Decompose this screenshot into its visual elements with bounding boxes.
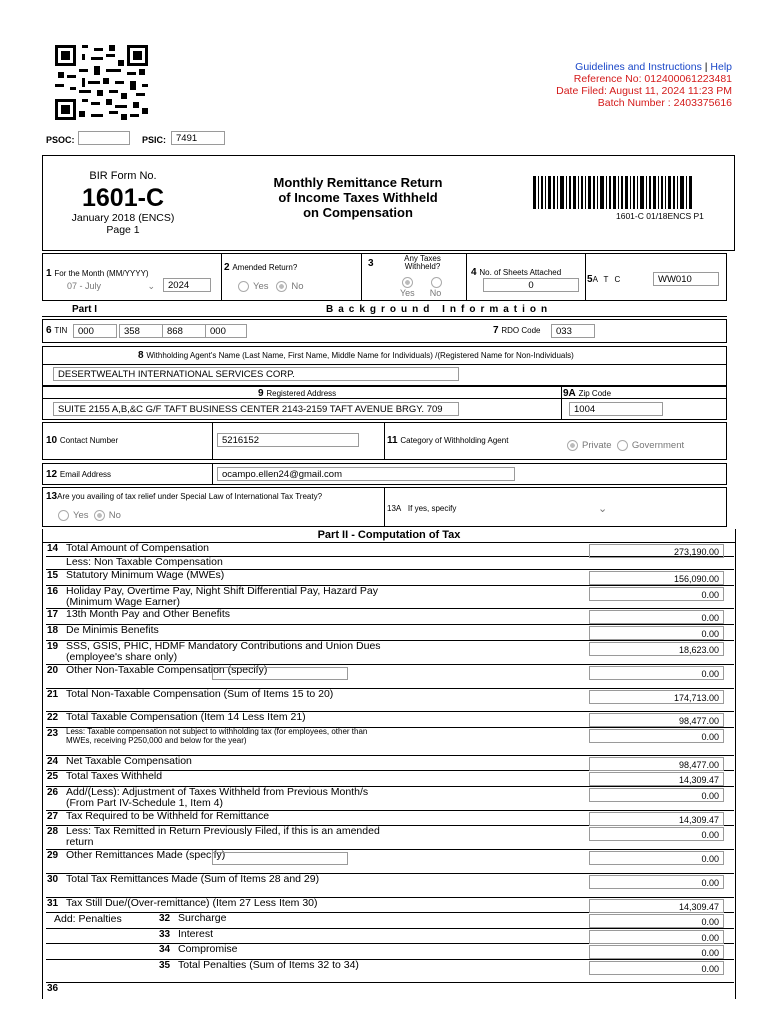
tin-3[interactable]: 868 (162, 324, 206, 338)
reference-number: Reference No: 012400061223481 (573, 73, 732, 85)
amount-input[interactable]: 0.00 (589, 851, 724, 865)
form-page: Page 1 (106, 224, 140, 236)
line-item-30 (46, 874, 734, 898)
line-number: 23 (47, 728, 59, 739)
line-label: Total Taxable Compensation (Item 14 Less Item 21) (66, 711, 306, 723)
line-number: 29 (47, 850, 59, 861)
barcode (533, 176, 693, 209)
line-item-32 (46, 913, 734, 929)
line-item-27 (46, 811, 734, 826)
amount-input[interactable]: 0.00 (589, 587, 724, 601)
form-header (42, 155, 735, 251)
amended-radio[interactable]: Yes No (238, 281, 304, 292)
amount-input[interactable]: 0.00 (589, 961, 724, 975)
barcode-label: 1601-C 01/18ENCS P1 (616, 211, 704, 221)
line-label: Statutory Minimum Wage (MWEs) (66, 569, 225, 581)
contact-input[interactable]: 5216152 (217, 433, 359, 447)
line-item-25 (46, 771, 734, 787)
line-label: SSS, GSIS, PHIC, HDMF Mandatory Contributions and Union Dues (employee's share only) (66, 640, 381, 663)
line-item-18 (46, 625, 734, 641)
line-item-24 (46, 756, 734, 771)
line-label: Total Non-Taxable Compensation (Sum of Items 15 to 20) (66, 688, 334, 700)
specify-input[interactable] (212, 667, 348, 680)
line-item-33 (46, 929, 734, 944)
line-item-21 (46, 689, 734, 712)
month-label: For the Month (MM/YYYY) (54, 269, 149, 278)
line-number: 27 (47, 811, 59, 822)
line-label: Compromise (178, 943, 238, 955)
line-label: Holiday Pay, Overtime Pay, Night Shift Differential Pay, Hazard Pay (Minimum Wage Earner) (66, 585, 379, 608)
atc-input[interactable]: WW010 (653, 272, 719, 286)
form-title: Monthly Remittance Return of Income Taxes Withheld on Compensation (273, 175, 443, 220)
amount-input[interactable]: 14,309.47 (589, 772, 724, 786)
line-label: Add/(Less): Adjustment of Taxes Withheld from Previous Month/s (From Part IV-Schedule 1, Item 4) (66, 786, 369, 809)
specify-input[interactable] (212, 852, 348, 865)
line-number: 30 (47, 874, 59, 885)
line-number: 36 (47, 983, 59, 994)
line-number: 14 (47, 543, 59, 554)
line-item-20 (46, 665, 734, 689)
line-item-34 (46, 944, 734, 960)
amount-input[interactable]: 0.00 (589, 788, 724, 802)
line-label: Surcharge (178, 912, 227, 924)
line-label: Other Remittances Made (specify) (66, 849, 226, 861)
tax-relief-row: 13Are you availing of tax relief under Special Law of International Tax Treaty? Yes No 13A If yes, specify ⌄ (42, 487, 727, 527)
line-item-22 (46, 712, 734, 728)
taxes-withheld-radio[interactable]: Yes No (400, 277, 446, 298)
psic-label: PSIC: (142, 135, 167, 145)
address-row: 9 Registered Address 9A Zip Code SUITE 2155 A,B,&C G/F TAFT BUSINESS CENTER 2143-2159 TAFT AVENUE BRGY. 709 1004 (42, 386, 727, 420)
line-number: 32 (159, 913, 171, 924)
line-item-19 (46, 641, 734, 665)
line-number: 33 (159, 929, 171, 940)
line-label: Interest (178, 928, 214, 940)
amount-input[interactable]: 0.00 (589, 930, 724, 944)
amount-input[interactable]: 273,190.00 (589, 544, 724, 558)
rdo-input[interactable]: 033 (551, 324, 595, 338)
year-input[interactable]: 2024 (163, 278, 211, 292)
line-item-15 (46, 570, 734, 586)
amount-input[interactable]: 14,309.47 (589, 812, 724, 826)
line-label: Total Tax Remittances Made (Sum of Items 28 and 29) (66, 873, 320, 885)
amount-input[interactable]: 14,309.47 (589, 899, 724, 913)
tin-row: 6 TIN 000 358 868 000 7 RDO Code 033 (42, 319, 727, 343)
line-number: 17 (47, 609, 59, 620)
line-number: 31 (47, 898, 59, 909)
line-item-17 (46, 609, 734, 625)
help-link[interactable]: Help (710, 61, 732, 73)
amount-input[interactable]: 0.00 (589, 945, 724, 959)
contact-row: 10 Contact Number 5216152 11 Category of Withholding Agent Private Government (42, 422, 727, 460)
zip-input[interactable]: 1004 (569, 402, 663, 416)
form-version: January 2018 (ENCS) (71, 212, 175, 224)
amount-input[interactable]: 156,090.00 (589, 571, 724, 585)
line-item-29 (46, 850, 734, 874)
specify-select-chevron-icon[interactable]: ⌄ (598, 503, 608, 515)
part2-title: Part II - Computation of Tax (42, 529, 736, 543)
line-item-28 (46, 826, 734, 850)
psic-input[interactable]: 7491 (171, 131, 225, 145)
category-radio[interactable]: Private Government (567, 440, 684, 451)
line-label: Total Amount of Compensation (66, 542, 210, 554)
agent-name-input[interactable]: DESERTWEALTH INTERNATIONAL SERVICES CORP. (53, 367, 459, 381)
line-number: 22 (47, 712, 59, 723)
line-number: 16 (47, 586, 59, 597)
line-number: 18 (47, 625, 59, 636)
amount-input[interactable]: 0.00 (589, 914, 724, 928)
date-filed: Date Filed: August 11, 2024 11:23 PM (556, 85, 732, 97)
line-number: 19 (47, 641, 59, 652)
amount-input[interactable]: 0.00 (589, 666, 724, 680)
amount-input[interactable]: 98,477.00 (589, 713, 724, 727)
amount-input[interactable]: 0.00 (589, 610, 724, 624)
line-item-14 (46, 543, 734, 557)
line-item-35 (46, 960, 734, 983)
line-number: 25 (47, 771, 59, 782)
amount-input[interactable]: 0.00 (589, 827, 724, 841)
penalties-label: Add: Penalties (54, 913, 122, 925)
line-item-16 (46, 586, 734, 609)
line-number: 21 (47, 689, 59, 700)
email-input[interactable]: ocampo.ellen24@gmail.com (217, 467, 515, 481)
line-label: Other Non-Taxable Compensation (specify) (66, 664, 268, 676)
taxes-withheld-label: Any Taxes Withheld? (404, 254, 441, 271)
address-input[interactable]: SUITE 2155 A,B,&C G/F TAFT BUSINESS CENTER 2143-2159 TAFT AVENUE BRGY. 709 (53, 402, 459, 416)
line-label: De Minimis Benefits (66, 624, 159, 636)
line-item-23 (46, 728, 734, 756)
amount-input[interactable]: 0.00 (589, 875, 724, 889)
line-item-36 (46, 983, 734, 999)
line-label: Less: Non Taxable Compensation (66, 556, 223, 568)
bir-label: BIR Form No. (89, 170, 157, 182)
tax-relief-radio[interactable]: Yes No (58, 510, 121, 521)
email-row: 12 Email Address ocampo.ellen24@gmail.com (42, 463, 727, 485)
line-number: 15 (47, 570, 59, 581)
line-number: 28 (47, 826, 59, 837)
guidelines-link[interactable]: Guidelines and Instructions (575, 61, 702, 73)
batch-number: Batch Number : 2403375616 (597, 97, 732, 109)
sheets-input[interactable]: 0 (483, 278, 579, 292)
psoc-label: PSOC: (46, 135, 75, 145)
amount-input[interactable]: 18,623.00 (589, 642, 724, 656)
amount-input[interactable]: 98,477.00 (589, 757, 724, 771)
qr-code (55, 45, 148, 120)
month-select[interactable]: 07 - July ⌄ (67, 281, 155, 291)
line-label: Tax Still Due/(Over-remittance) (Item 27 Less Item 30) (66, 897, 318, 909)
amount-input[interactable]: 174,713.00 (589, 690, 724, 704)
amount-input[interactable]: 0.00 (589, 729, 724, 743)
part1-header: Part I Background Information (42, 303, 727, 317)
agent-name-row: 8 Withholding Agent's Name (Last Name, First Name, Middle Name for Individuals) /(Registered Name for Non-Individuals) DESERTWEALTH INTERNATIONAL SERVICES CORP. (42, 346, 727, 386)
line-label: Less: Taxable compensation not subject to withholding tax (for employees, other than MWEs, receiving P250,000 and below for the year) (66, 727, 368, 745)
line-label: Tax Required to be Withheld for Remittance (66, 810, 270, 822)
line-item-26 (46, 787, 734, 811)
line-label: Less: Tax Remitted in Return Previously Filed, if this is an amended return (66, 825, 380, 848)
line-number: 24 (47, 756, 59, 767)
line-item-31 (46, 898, 734, 913)
line-number: 34 (159, 944, 171, 955)
tin-1[interactable]: 000 (73, 324, 117, 338)
tin-2[interactable]: 358 (119, 324, 163, 338)
header-links: Guidelines and Instructions | Help Reference No: 012400061223481 Date Filed: August 11, 2024 11:23 PM Batch Number : 2403375616 (556, 61, 732, 109)
items-1-5: 1 For the Month (MM/YYYY) 07 - July ⌄ 2024 2 Amended Return? Yes No 3 Any Taxes Withheld? Yes No 4 No. of Sheets Attached 0 5A T C WW010 (42, 253, 727, 301)
form-code: 1601-C (82, 184, 164, 212)
line-label: Total Taxes Withheld (66, 770, 163, 782)
line-label: Net Taxable Compensation (66, 755, 192, 767)
line-number: 35 (159, 960, 171, 971)
psoc-input[interactable] (78, 131, 130, 145)
amount-input[interactable]: 0.00 (589, 626, 724, 640)
line-number: 20 (47, 665, 59, 676)
line-label: 13th Month Pay and Other Benefits (66, 608, 231, 620)
line-number: 26 (47, 787, 59, 798)
line-label: Total Penalties (Sum of Items 32 to 34) (178, 959, 359, 971)
tin-4[interactable]: 000 (205, 324, 247, 338)
